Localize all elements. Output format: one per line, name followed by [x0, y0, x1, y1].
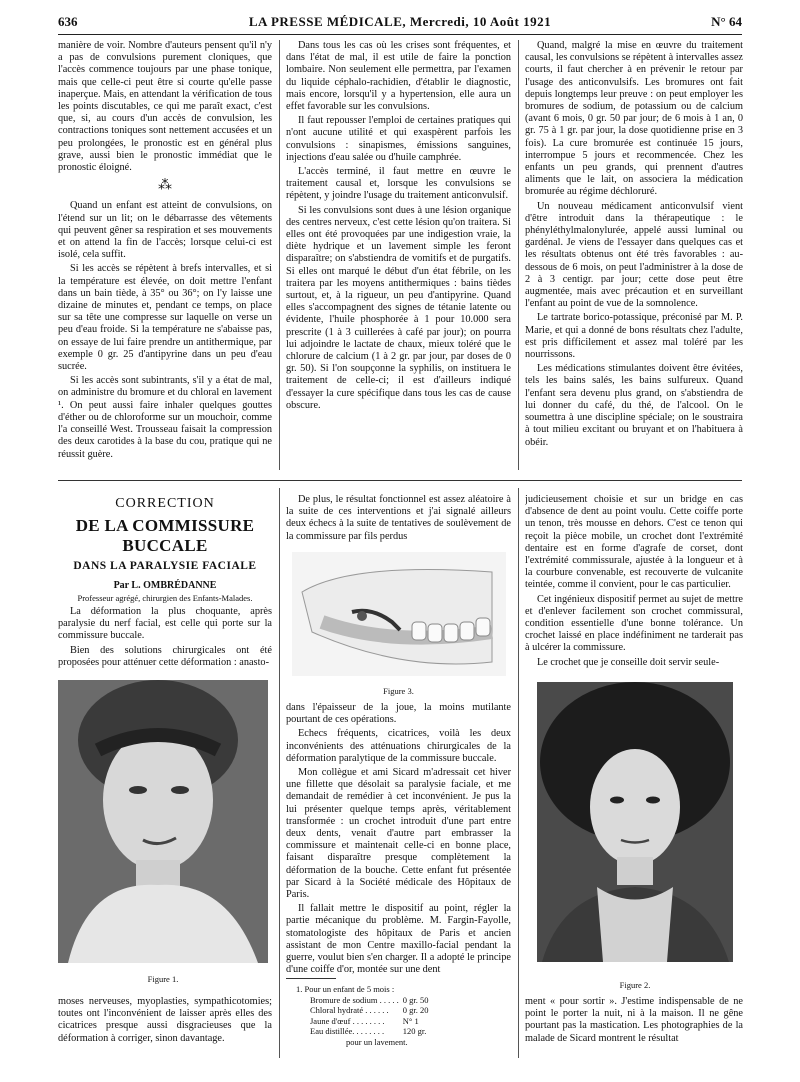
table-cell: Jaune d'œuf . . . . . . . .	[310, 1015, 385, 1026]
table-cell: 0 gr. 20	[402, 1005, 429, 1016]
article-heading	[58, 496, 272, 603]
bottom-column-2-top	[286, 494, 511, 546]
bottom-column-1-bottom	[58, 996, 272, 1056]
dental-hook-icon	[292, 552, 506, 676]
bottom-column-1-top	[58, 606, 272, 676]
page-number: 636	[58, 14, 78, 29]
table-row	[310, 1016, 433, 1027]
bottom-column-2-main	[286, 702, 511, 977]
page-header	[58, 12, 742, 35]
figure-2-photo	[537, 682, 733, 962]
paragraph: judicieusement choisie et sur un bridge en cas d'absence de dent au point voulu. Cette coiffe porte un tenon, très mousse en dehors. C'est ce tenon qui reçoit la pièce mobile, un crochet dont l'extrémité dentaire est en forme d'agrafe de corset, dont l'extrémité commissurale, ajustée à la longueur et à la courbure convenable, est recouverte de vulcanite teintée, comme il convient, pour le cas particulier.	[525, 494, 743, 591]
article-affiliation: Professeur agrégé, chirurgien des Enfants-Malades.	[77, 593, 253, 603]
paragraph: Si les accès se répètent à brefs intervalles, et si la température est élevée, on doit mettre l'enfant dans un bain tiède, à 35° ou 36°; on l'y laisse une dizaine de minutes et, pendant ce temps, on place sur sa tête une compresse sur laquelle on verse un peu d'eau froide. Si la température ne s'abaisse pas, on essaye de lui faire prendre un antithermique, par exemple 0 gr. 25 d'antipyrine dans un peu d'eau sucrée.	[58, 263, 272, 373]
column-rule	[518, 40, 519, 470]
portrait-girl-corrected-icon	[537, 682, 733, 962]
paragraph: Les médications stimulantes doivent être évitées, tels les bains salés, les bains sulfureux. Quand l'enfant sera devenu plus grand, on s'abstiendra de lui donner du café, du thé, de l'alcool. On le soumettra à une discipline spéciale; on le soustraira à tout milieu excitant ou bruyant et on l'habituera à obéir.	[525, 363, 743, 448]
column-rule	[279, 488, 280, 1058]
paragraph: Quand un enfant est atteint de convulsions, on l'étend sur un lit; on le débarrasse des vêtements qui peuvent gêner sa respiration et ses mouvements et on attend la fin de l'accès; lorsque celui-ci est isolé, cela suffit.	[58, 200, 272, 261]
table-cell: Chloral hydraté . . . . . .	[310, 1005, 389, 1016]
section-rule	[58, 480, 742, 481]
footnote-intro: 1. Pour un enfant de 5 mois :	[296, 984, 395, 994]
paragraph: De plus, le résultat fonctionnel est assez aléatoire à la suite de ces interventions et j'ai signalé ailleurs deux échecs à la suite de tentatives de soulèvement de la commissure par fils perdus	[286, 494, 511, 542]
paragraph: Echecs fréquents, cicatrices, voilà les deux inconvénients des atténuations chirurgicales de la déformation paralytique de la commissure buccale.	[286, 728, 511, 764]
paragraph: Il fallait mettre le dispositif au point, régler la partie mécanique du problème. M. Fargin-Fayolle, stomatologiste des hôpitaux de Paris et ancien assistant de mon Centre maxillo-facial pendant la guerre, voulut bien s'en charger. Il a adopté le principe d'une coiffe d'or, montée sur une dent	[286, 903, 511, 976]
column-rule	[518, 488, 519, 1058]
paragraph: Quand, malgré la mise en œuvre du traitement causal, les convulsions se répètent à intervalles assez courts, il faut chercher à en prévenir le retour par l'usage des anticonvulsifs. Les bromures ont fait depuis longtemps leur preuve : on peut employer les bromures de sodium, de potassium ou de calcium (avant 6 mois, 0 gr. 50 par jour; de 6 mois à 1 an, 0 gr. 75 à 1 gr. par jour, la dose quotidienne prise en 3 fois). La cure bromurée est continuée 15 jours, interrompue 5 jours et recommencée. Chez les enfants un peu grands, qui prennent d'autres aliments que le lait, on associera la médication bromurée au régime déchloruré.	[525, 40, 743, 198]
paragraph: dans l'épaisseur de la joue, la moins mutilante pourtant de ces opérations.	[286, 702, 511, 726]
top-column-3	[525, 40, 743, 472]
paragraph: Si les convulsions sont dues à une lésion organique des centres nerveux, c'est cette lésion qu'on traitera. Si elles ont été provoquées par une indigestion vraie, la diète hydrique et un lavement simple les feront disparaître; on s'abstiendra de vomitifs et de purgatifs. Si elles ont marqué le début d'un état fébrile, on les traitera par les moyens antithermiques : bains tièdes surtout, et, à la rigueur, un peu d'antipyrine. Quand elles s'accompagnent des signes de tétanie latente ou évidente, l'huile phosphorée à 1 pour 10.000 sera prescrite (1 à 3 cuillerées à café par jour); on pourra lui adjoindre le lactate de chaux, mieux toléré que le chlorure de calcium (1 à 2 gr. par jour, par doses de 0 gr. 50). Si l'on soupçonne la syphilis, on instituera le traitement de celle-ci; il est d'ailleurs indiqué d'essayer la cure spécifique dans tous les cas de cause obscure.	[286, 204, 511, 411]
paragraph: Il faut repousser l'emploi de certaines pratiques qui n'ont aucune utilité et qui exaspèrent parfois les convulsions : sinapismes, émissions sanguines, injections d'eau salée ou d'huile camphrée.	[286, 115, 511, 163]
table-cell: Bromure de sodium . . . . .	[310, 994, 399, 1005]
article-title: DE LA COMMISSURE BUCCALE	[75, 516, 255, 555]
issue-number: N° 64	[711, 14, 742, 29]
paragraph: Dans tous les cas où les crises sont fréquentes, et dans l'état de mal, il est utile de faire la ponction lombaire. Non seulement elle permettra, par l'examen du liquide céphalo-rachidien, d'établir le diagnostic, mais encore, lorsqu'il y a hypertension, elle aura un effet favorable sur les convulsions.	[286, 40, 511, 113]
paragraph: Si les accès sont subintrants, s'il y a état de mal, on administre du bromure et du chloral en lavement ¹. On peut aussi faire inhaler quelques gouttes d'éther ou de chloroforme sur un mouchoir, comme l'a conseillé West. Trousseau faisait la compression des deux carotides à la base du cou, pratique qui ne réussit guère.	[58, 375, 272, 460]
paragraph: Un nouveau médicament anticonvulsif vient d'être introduit dans la thérapeutique : le phényléthylmalonylurée, appelé aussi luminal ou gardénal. Je viens de l'essayer dans quelques cas et les résultats obtenus ont été très favorables : au-dessous de 6 mois, on peut l'administrer à la dose de 2 à 3 centigr. par jour; cette dose peut être augmentée, mais avec précaution et en surveillant l'enfant au point de vue de la somnolence.	[525, 200, 743, 310]
table-row	[310, 1005, 433, 1016]
footnote	[296, 984, 506, 1048]
table-cell: 120 gr.	[402, 1026, 427, 1037]
article-kicker: CORRECTION	[115, 496, 215, 511]
paragraph: L'accès terminé, il faut mettre en œuvre le traitement causal et, lorsque les convulsions se répètent, y joindre l'usage du traitement anticonvulsif.	[286, 166, 511, 202]
paragraph: Le tartrate borico-potassique, préconisé par M. P. Marie, et qui a donné de bons résultats chez l'adulte, est pris difficilement et assez mal toléré par les nourrissons.	[525, 312, 743, 361]
paragraph: Mon collègue et ami Sicard m'adressait cet hiver une fillette que désolait sa paralysie faciale, et me demandait de remédier à cet inconvénient. Je pus la lui présenter quelque temps après, véritablement transformée : un crochet introduit d'une part entre deux dents, venait d'autre part embrasser la commissure et maintenait celle-ci en bonne place, faisant disparaître presque complètement la déformation de la bouche. Cette enfant fut présentée par Sicard à la Société médicale des Hôpitaux de Paris.	[286, 767, 511, 901]
article-subtitle: DANS LA PARALYSIE FACIALE	[73, 560, 257, 572]
footnote-outro: pour un lavement.	[346, 1036, 408, 1047]
journal-title: LA PRESSE MÉDICALE, Mercredi, 10 Août 1921	[248, 14, 552, 29]
bottom-column-3-top	[525, 494, 743, 670]
table-cell: Eau distillée. . . . . . . .	[310, 1026, 385, 1037]
paragraph: manière de voir. Nombre d'auteurs pensent qu'il n'y a pas de convulsions purement cloniques, que l'accès commence toujours par une phase tonique, mais que celle-ci peut être si courte qu'elle passe inaperçue. Mais, en attendant la vérification de tous les points discutables, ce qui me paraît exact, c'est que, si, au cours d'un accès de convulsion, les contractions toniques sont nettement accusées et un peu prolongées, le pronostic est en général plus grave, aussi bien le pronostic immédiat que le pronostic éloigné.	[58, 40, 272, 174]
footnote-rule	[286, 978, 336, 979]
portrait-girl-icon	[58, 680, 268, 963]
paragraph: Le crochet que je conseille doit servir seule-	[537, 656, 720, 668]
table-row	[310, 995, 433, 1006]
figure-2-caption: Figure 2.	[619, 980, 651, 990]
bottom-column-3-bottom	[525, 996, 743, 1058]
top-column-1	[58, 40, 272, 472]
top-column-2	[286, 40, 511, 472]
asterism: ⁂	[158, 178, 172, 194]
article-author: Par L. OMBRÉDANNE	[113, 580, 217, 591]
paragraph: Bien des solutions chirurgicales ont été proposées pour atténuer cette déformation : anasto-	[58, 644, 272, 668]
figure-1-photo	[58, 680, 268, 963]
figure-1-caption: Figure 1.	[147, 974, 179, 984]
table-row	[310, 1026, 433, 1037]
paragraph: Cet ingénieux dispositif permet au sujet de mettre et d'enlever facilement son crochet commissural, condition essentielle d'une bonne tolérance. Un crochet laissé en place indéfiniment ne tarderait pas à ulcérer la commissure.	[525, 593, 743, 654]
footnote-prescription-table	[310, 995, 433, 1037]
table-cell: N° 1	[402, 1015, 419, 1026]
figure-3-illustration	[292, 552, 506, 676]
table-cell: 0 gr. 50	[402, 994, 429, 1005]
paragraph: La déformation la plus choquante, après paralysie du nerf facial, est celle qui porte sur la commissure buccale.	[58, 606, 272, 642]
paragraph: ment « pour sortir ». J'estime indispensable de ne point le porter la nuit, ni à la maison. Il ne gêne pourtant pas la mastication. Les photographies de la malade de Sicard montrent le résultat	[525, 996, 743, 1044]
column-rule	[279, 40, 280, 470]
figure-3-caption: Figure 3.	[383, 686, 414, 696]
paragraph: moses nerveuses, myoplasties, sympathicotomies; toutes ont l'inconvénient de laisser après elles des cicatrices presque aussi disgracieuses que la déformation à corriger, sinon davantage.	[58, 996, 272, 1044]
